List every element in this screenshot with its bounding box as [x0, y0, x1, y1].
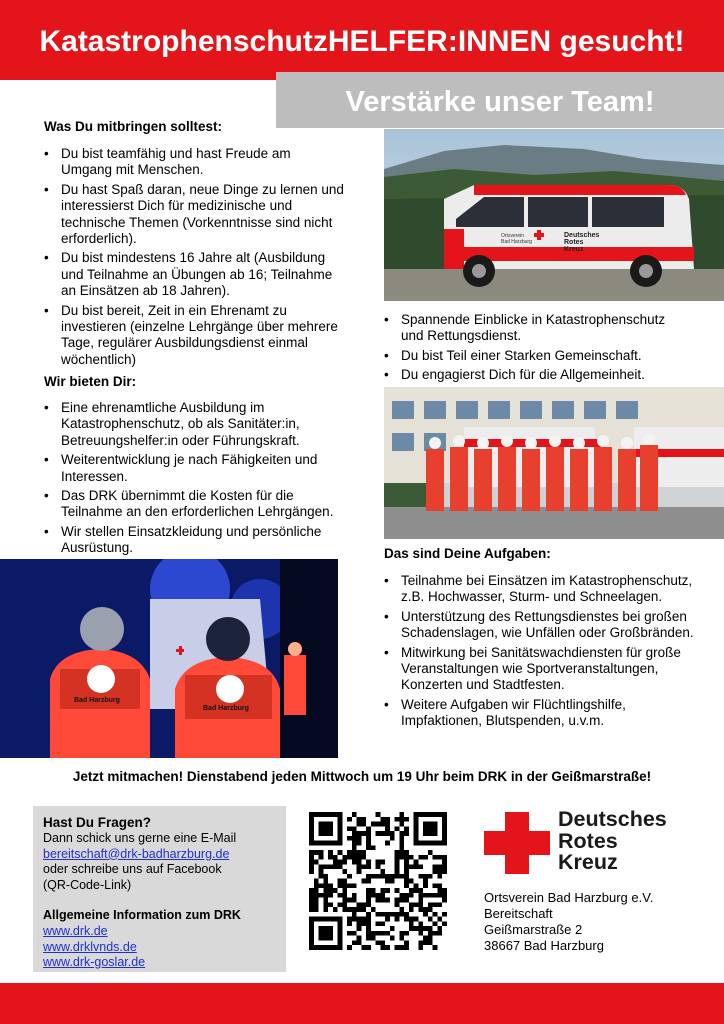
van-side-text: Ortsverein	[501, 233, 525, 239]
list-item: • Weiterentwicklung je nach Fähigkeiten und Interessen.	[44, 452, 344, 485]
footer-banner	[0, 983, 724, 1024]
list-item: • Du bist bereit, Zeit in ein Ehrenamt zu investieren (einzelne Lehrgänge über mehrere Tage, regulärer Ausbildungsdienst einmal wöchentlich)	[44, 303, 344, 369]
vest-text: Bad Harzburg	[203, 705, 249, 712]
address-line: Geißmarstraße 2	[484, 922, 583, 937]
ambulance-van-icon	[384, 129, 724, 301]
van-side-text: Bad Harzburg	[501, 239, 532, 245]
drk-wordmark-line: Kreuz	[558, 850, 618, 874]
ambulance-photo	[384, 129, 724, 301]
tasks-list	[384, 573, 694, 733]
info-heading: Allgemeine Information zum DRK	[43, 908, 241, 923]
drk-wordmark-line: Rotes	[558, 828, 618, 853]
offer-heading: Wir bieten Dir:	[44, 374, 137, 389]
list-item: • Teilnahme bei Einsätzen im Katastrophenschutz, z.B. Hochwasser, Sturm- und Schneelagen.	[384, 573, 694, 606]
list-item: • Unterstützung des Rettungsdienstes bei großen Schadenslagen, wie Unfällen oder Großbränden.	[384, 609, 694, 642]
team-photo	[384, 387, 724, 539]
contact-heading: Hast Du Fragen?	[43, 815, 152, 830]
list-item: • Wir stellen Einsatzkleidung und persönliche Ausrüstung.	[44, 524, 344, 557]
list-item: • Weitere Aufgaben wir Flüchtlingshilfe, Impfaktionen, Blutspenden, u.v.m.	[384, 697, 694, 730]
night-scene-icon	[0, 559, 338, 758]
address-line: Ortsverein Bad Harzburg e.V.	[484, 890, 654, 905]
address-line: Bereitschaft	[484, 906, 553, 921]
address-block	[484, 890, 653, 954]
drk-link[interactable]: www.drk.de	[43, 923, 108, 938]
van-logo-text: Kreuz	[564, 246, 584, 253]
list-item: • Das DRK übernimmt die Kosten für die Teilnahme an den erforderlichen Lehrgängen.	[44, 488, 344, 521]
list-item: • Mitwirkung bei Sanitätswachdiensten für große Veranstaltungen wie Sportveranstaltungen, Konzerten und Stadtfesten.	[384, 645, 694, 694]
subtitle: Verstärke unser Team!	[345, 86, 655, 118]
offer-list	[44, 400, 344, 560]
contact-text: Dann schick uns gerne eine E-Mail	[43, 831, 237, 845]
list-item: • Du hast Spaß daran, neue Dinge zu lernen und interessierst Dich für medizinische und technische Themen (Vorkenntnisse sind nicht erforderlich).	[44, 182, 344, 248]
night-rescue-photo	[0, 559, 338, 758]
qr-code-icon[interactable]	[309, 812, 447, 950]
team-group-icon	[384, 387, 724, 539]
contact-text: (QR-Code-Link)	[43, 877, 132, 892]
list-item: • Eine ehrenamtliche Ausbildung im Katastrophenschutz, ob als Sanitäter:in, Betreuungshelfer:in oder Führungskraft.	[44, 400, 344, 449]
list-item: • Spannende Einblicke in Katastrophenschutz und Rettungsdienst.	[384, 312, 684, 345]
offer-right-list	[384, 312, 684, 387]
list-item: • Du bist Teil einer Starken Gemeinschaft.	[384, 348, 684, 364]
page-title: KatastrophenschutzHELFER:INNEN gesucht!	[39, 25, 685, 58]
list-item: • Du bist mindestens 16 Jahre alt (Ausbildung und Teilnahme an Übungen ab 16; Teilnahme an Einsätzen ab 18 Jahren).	[44, 250, 344, 299]
contact-text: oder schreibe uns auf Facebook	[43, 862, 222, 877]
call-to-action: Jetzt mitmachen! Dienstabend jeden Mittwoch um 19 Uhr beim DRK in der Geißmarstraße!	[72, 769, 652, 784]
drk-wordmark	[558, 809, 667, 874]
drk-wordmark-line: Deutsches	[558, 807, 667, 831]
subtitle-banner	[276, 72, 724, 128]
red-cross-logo-icon	[484, 812, 550, 874]
drklvnds-link[interactable]: www.drklvnds.de	[43, 939, 137, 954]
van-logo-text: Deutsches	[564, 232, 600, 239]
bring-list	[44, 146, 344, 371]
drk-goslar-link[interactable]: www.drk-goslar.de	[43, 955, 146, 970]
tasks-heading: Das sind Deine Aufgaben:	[384, 546, 551, 561]
address-line: 38667 Bad Harzburg	[484, 938, 604, 953]
van-logo-text: Rotes	[564, 239, 584, 246]
contact-box	[33, 806, 286, 972]
email-link[interactable]: bereitschaft@drk-badharzburg.de	[43, 846, 230, 861]
list-item: • Du engagierst Dich für die Allgemeinheit.	[384, 367, 684, 383]
bring-heading: Was Du mitbringen solltest:	[44, 119, 223, 134]
vest-text: Bad Harzburg	[74, 697, 120, 704]
list-item: • Du bist teamfähig und hast Freude am Umgang mit Menschen.	[44, 146, 344, 179]
